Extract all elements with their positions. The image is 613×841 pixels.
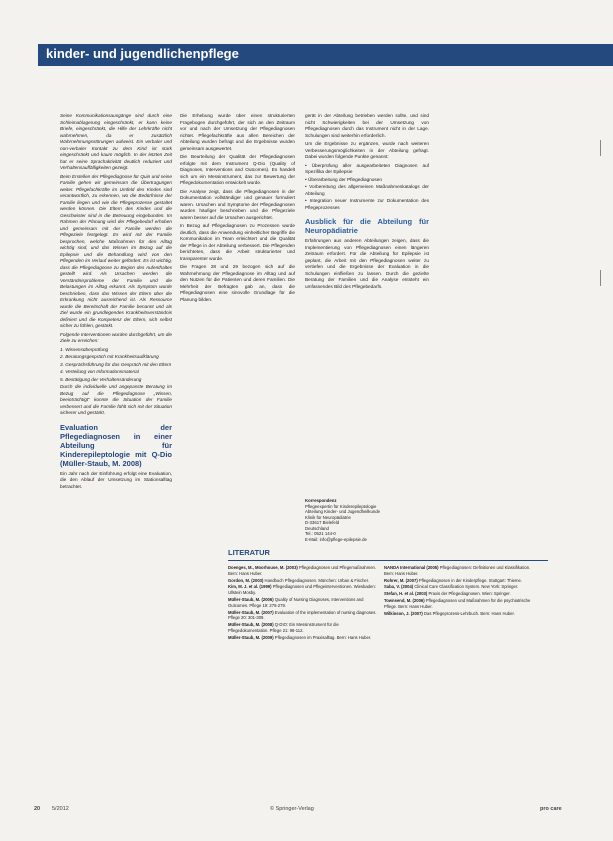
reference-item [384,598,534,610]
contact-line: E-Mail: info@pflege-epilepsie.de [305,536,367,542]
reference-author: Wilkinson, J. (2007) [384,610,423,616]
reference-author: Gordon, M. (2003) [228,577,264,583]
column-2 [180,113,295,305]
evaluation-subhead: Evaluation der Pflegediagnosen in einer Abteilung für Kinderepileptologie mit Q-Dio (Müller-Staub, M. 2008) [60,422,172,468]
reference-item [228,597,378,609]
list-item: 5. Bestätigung der Verhaltensänderung [60,376,142,382]
list-item-text: Überprüfung aller ausgearbeiteten Diagnosen auf Spezifika der Epilepsie [305,162,429,174]
margin-mark [600,140,601,156]
reference-item [228,578,378,584]
reference-text: Praxis der Pflegediagnosen. Wien: Springer. [428,591,511,597]
column-3 [305,113,429,292]
list-item: • Überprüfung aller ausgearbeiteten Diagnosen auf Spezifika der Epilepsie [305,162,429,174]
reference-item [384,565,534,577]
issue-number: 5/2012 [52,806,69,812]
reference-author: Stefan, H. et al. (2003) [384,591,428,597]
reference-text: Clinical Care Classification System. New York: Springer. [414,584,519,590]
reference-item [228,622,378,634]
publisher: © Springer-Verlag [270,806,314,812]
reference-author: Doenges, M., Moorhouse, M. (2003) [228,565,298,570]
reference-text: Q-DIO: Ein Messinstrument für die Pflegedokumentation. Pflege 21: 98-112. [228,622,339,633]
contact-line: Abteilung Kinder- und Jugendheilkunde [305,509,381,514]
reference-item [384,584,534,590]
reference-text: Pflegediagnosen im Praxisalltag. Bern: Hans Huber. [274,634,372,640]
reference-author: Rohrer, M. (2007) [384,577,418,583]
reference-text: Pflegediagnosen und Pflegeinterventionen. Wiesbaden: Ullstein Mosby. [228,584,376,596]
reference-author: Müller-Staub, M. (2008) [228,622,274,628]
reference-item [228,610,378,622]
col3-paragraph: Um die Ergebnisse zu ergänzen, wurde nach weiteren Verbesserungsmöglichkeiten in der Abteilung gefragt. Dabei wurden folgende Punkte genannt: [305,141,429,159]
literature-divider [228,560,548,561]
reference-text: Pflegediagnosen in der Kinderpflege. Stuttgart: Thieme. [418,577,522,583]
literature-right-column [384,565,534,617]
intervention-list [60,347,172,384]
reference-author: Müller-Staub, M. (2007) [228,609,274,615]
outlook-subhead: Ausblick für die Abteilung für Neuropädiatrie [305,217,429,235]
contact-line: D-33617 Bielefeld [305,520,340,525]
journal-brand: pro care [540,806,562,812]
col3-paragraph: gerät in der Abteilung betrieben werden sollte, und sind nicht Schwierigkeiten bei der Umsetzung von Pflegediagnosen durch das Instrument nicht in der Lage. Schulungen sind weiterhin erforderlich. [305,113,429,138]
reference-author: NANDA International (2005) [384,565,439,570]
list-item-text: Überarbeitung der Pflegediagnosen [307,176,382,182]
list-item: • Überarbeitung der Pflegediagnosen [305,176,382,182]
col1-paragraph: Durch die individuelle und angepasste Beratung im Bezug auf die Pflegediagnose „Wissen, beeinträchtigt“ konnte die Situation der Familie verbessert und die Familie fühlt sich mit der Situation sicherer und gestärkt. [60,384,172,415]
col1-paragraph: Ein Jahr nach der Einführung erfolgt eine Evaluation, die den Ablauf der Umsetzung im Stationsalltag betrachtet. [60,470,172,489]
reference-item [384,591,534,597]
list-item: 4. Verteilung von Informationsmaterial [60,369,139,374]
reference-item [384,578,534,584]
col2-paragraph: Die Beurteilung der Qualität der Pflegediagnosen erfolgte mit dem Instrument Q-Dio (Quality of Diagnoses, Interventions and Outcomes). Es handelt sich um ein Messinstrument, das zur Bewertung der Pflegedokumentation entwickelt wurde. [180,154,295,185]
col1-paragraph: Seine Kommunikationsausgänge sind durch eine Schleimablagerung eingeschränkt, er kann keine Briefe, eingeschränkt, die Hilfe der Lehrkräfte nicht wahrnehmen, da er zusätzlich Wahrnehmungsstörungen aufweist. Ein verbaler und non-verbaler Kontakt zu dem Kind ist stark eingeschränkt und kaum möglich. In der letzten Zeit hat er seine Sprachaktivität deutlich reduziert und Verhaltensauffälligkeiten gezeigt. [60,113,172,170]
reference-text: Quality of Nursing Diagnoses, Interventions and Outcomes. Pflege 19: 275-279. [228,596,364,608]
col1-paragraph: Beim Erstellen der Pflegediagnose für Quin und seine Familie gehen wir gemeinsam die Übertragungen weiter. Pflegefachkräfte im Umfeld des Kindes sind verantwortlich, zu erkennen, wo die Bedürfnisse der Familie liegen und wie die Pflegeprozesse gestaltet werden können. Die Eltern des Kindes und die Geschwister sind in die Betreuung eingebunden. Im Rahmen der Planung wird der Pflegebedarf erhoben und gemeinsam mit der Familie werden die Pflegeziele festgelegt. Es wird mit der Familie besprochen, welche Maßnahmen für den Alltag wichtig sind, und das Wissen im Bezug auf die Epilepsie und die Behandlung wird von den Pflegenden im Verlauf weiter gefördert. Es ist wichtig, dass die Pflegediagnose zu Beginn des Aufenthaltes gestellt wird. Als Ursachen werden die Verständnisprobleme der Familie und die Belastungen im Alltag erkannt. Als Symptom wurde beschrieben, dass das Wissen der Eltern über die Erkrankung nicht ausreichend ist. Als Ressource wurde die Bereitschaft der Familie benannt und als Ziel wurde ein grundlegendes Krankheitsverständnis definiert und die Kompetenz der Eltern, sich selbst sicher zu fühlen, gestärkt. [60,173,172,328]
reference-author: Kim, M. J. et al. (1999) [228,584,272,590]
margin-mark [600,270,601,286]
reference-text: Pflegediagnosen und Maßnahmen für die psychiatrische Pflege. Bern: Hans Huber. [384,597,531,609]
list-item: • Integration neuer Instrumente zur Dokumentation des Pflegeprozesses [305,198,429,210]
contact-line: Tel.: 0521 144-0 [305,531,336,536]
col2-paragraph: In Bezug auf Pflegediagnosen zu Prozessen wurde deutlich, dass die Anwendung einheitlicher Begriffe die Kommunikation im Team erleichtert und die Qualität der Pflege in der Abteilung verbessert. Die Pflegenden berichteten, dass die Arbeit strukturierter und transparenter wurde. [180,223,295,261]
reference-text: Evaluation of the implementation of nursing diagnoses. Pflege 20: 301-309. [228,609,377,621]
correspondence-block [305,498,429,542]
col2-paragraph: Die Analyse zeigt, dass die Pflegediagnosen in der Dokumentation vollständiger und genauer formuliert waren. Ursachen und Symptome der Pflegediagnosen wurden häufiger beschrieben und die Pflegeziele waren besser auf die Ursachen ausgerichtet. [180,188,295,220]
page-number: 20 [34,806,41,812]
literature-left-column [228,565,378,642]
reference-author: Müller-Staub, M. (2006) [228,596,274,602]
reference-item [384,611,534,617]
correspondence-label: Korrespondenz [305,498,337,503]
list-item: • Vorbereitung des allgemeinen Maßnahmenkatalogs der Abteilung [305,184,429,196]
literature-title: LITERATUR [228,548,270,557]
list-item: 3. Gesprächsführung für das Gespräch mit den Eltern [60,361,172,367]
contact-line: Deutschland [305,525,329,531]
list-item: 1. Wissensüberprüfung [60,346,109,352]
reference-author: Townsend, M. (2006) [384,597,425,603]
reference-text: Das Pflegeprozess-Lehrbuch. Bern: Hans Huber. [424,610,515,616]
col2-paragraph: Die Fragen 28 und 29 bezogen sich auf die Wahrnehmung der Pflegediagnose im Alltag und auf den Nutzen für die Patienten und deren Familien. Die Mehrheit der Befragten gab an, dass die Pflegediagnosen eine sinnvolle Grundlage für die Planung bilden. [180,264,295,302]
reference-item [228,565,378,577]
reference-text: Pflegediagnosen: Definitionen und Klassifikation. Bern: Hans Huber. [384,565,531,576]
contact-line: Pflegeexpertin für Kinderepileptologie [305,503,377,509]
reference-author: Saba, V. (2004) [384,584,414,590]
col3-paragraph: Erfahrungen aus anderen Abteilungen zeigen, dass die Implementierung von Pflegediagnosen einen längeren Zeitraum erfordert. Für die Abteilung für Epilepsie ist geplant, die Arbeit mit den Pflegediagnosen weiter zu vertiefen und die Ergebnisse der Evaluation in die Schulungen einfließen zu lassen. Durch die gezielte Beratung der Familien und die Analyse entsteht ein umfassendes Bild des Pflegebedarfs. [305,238,429,289]
reference-author: Müller-Staub, M. (2009) [228,634,274,640]
list-item-text: Integration neuer Instrumente zur Dokumentation des Pflegeprozesses [305,198,429,210]
contact-line: Klinik für Neuropädiatrie [305,514,351,520]
col2-paragraph: Die Erhebung wurde über einen strukturierten Fragebogen durchgeführt, der sich an den Zeitraum vor und nach der Umsetzung der Pflegediagnosen richtet. Pflegefachkräfte aus allen Bereichen der Abteilung wurden befragt und die Ergebnisse wurden gemeinsam ausgewertet. [180,113,295,151]
reference-text: Handbuch Pflegediagnosen. München: Urban & Fischer. [264,577,370,583]
improvement-list [305,163,429,212]
column-1 [60,113,172,492]
section-title: kinder- und jugendlichenpflege [46,46,239,61]
col1-paragraph: Folgende Interventionen wurden durchgeführt, um die Ziele zu erreichen: [60,331,172,343]
list-item: 2. Beratungsgespräch mit Krankheitsaufklärung [60,354,159,359]
reference-item [228,584,378,596]
list-item-text: Vorbereitung des allgemeinen Maßnahmenkatalogs der Abteilung [305,184,429,196]
reference-item [228,635,378,641]
reference-text: Pflegediagnosen und Pflegemaßnahmen. Bern: Hans Huber. [228,565,377,576]
